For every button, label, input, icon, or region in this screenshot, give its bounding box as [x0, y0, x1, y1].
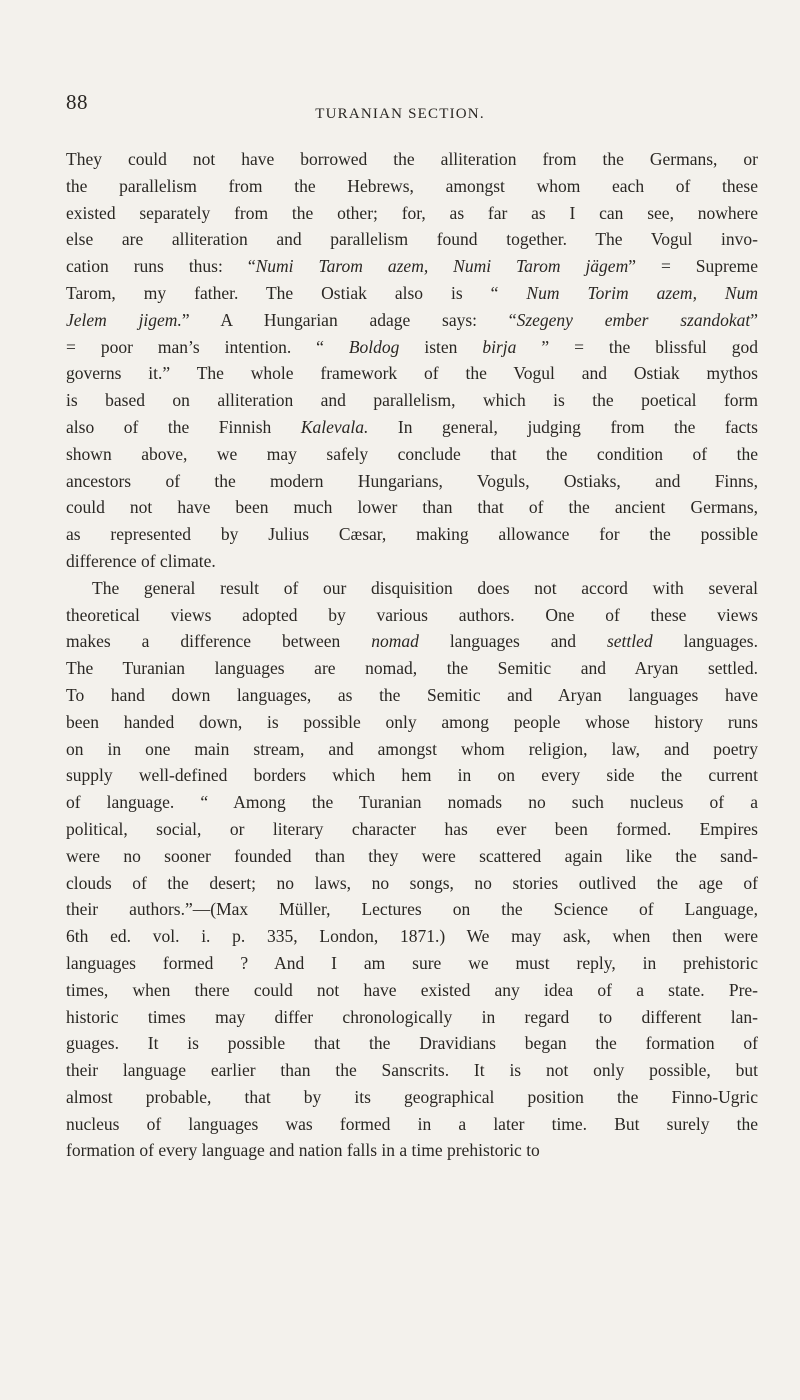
text-line	[66, 655, 758, 682]
text-line	[66, 387, 758, 414]
text-run: also of the Finnish	[66, 416, 301, 437]
text-run: languages and	[418, 631, 607, 652]
text-run: times, when there could not have existed any idea of a state. Pre-	[66, 979, 758, 1000]
italic-text: Num Torim azem, Num	[526, 282, 758, 303]
text-line	[66, 441, 758, 468]
italic-text: Numi Tarom azem, Numi Tarom jägem	[255, 256, 629, 277]
text-line	[66, 816, 758, 843]
text-run: difference of climate.	[66, 550, 216, 571]
body-text	[66, 146, 758, 1164]
text-run: the parallelism from the Hebrews, amongst whom each of these	[66, 175, 758, 196]
text-run: their authors.”—(Max Müller, Lectures on the Science of Language,	[66, 899, 758, 920]
text-line	[66, 789, 758, 816]
text-run: ” = the blissful god	[516, 336, 758, 357]
text-run: is based on alliteration and parallelism, which is the poetical form	[66, 390, 758, 411]
text-run: been handed down, is possible only among people whose history runs	[66, 711, 758, 732]
page-number: 88	[66, 90, 88, 114]
text-run: shown above, we may safely conclude that the condition of the	[66, 443, 758, 464]
text-run: as represented by Julius Cæsar, making allowance for the possible	[66, 524, 758, 545]
text-line	[66, 1004, 758, 1031]
text-run: makes a difference between	[66, 631, 372, 652]
text-run: Tarom, my father. The Ostiak also is “	[66, 282, 527, 303]
italic-text: Jelem jigem.	[66, 309, 182, 330]
text-line	[66, 334, 758, 361]
italic-text: birja	[482, 336, 517, 357]
text-line	[66, 602, 758, 629]
text-line	[66, 1057, 758, 1084]
text-line	[66, 468, 758, 495]
text-run: governs it.” The whole framework of the Vogul and Ostiak mythos	[66, 363, 758, 384]
text-line	[66, 896, 758, 923]
italic-text: settled	[606, 631, 653, 652]
italic-text: Szegeny ember szandokat	[516, 309, 751, 330]
text-run: were no sooner founded than they were scattered again like the sand-	[66, 845, 758, 866]
text-line	[66, 762, 758, 789]
text-run: cation runs thus: “	[66, 256, 256, 277]
text-line	[66, 682, 758, 709]
text-line	[66, 494, 758, 521]
text-run: ”	[750, 309, 758, 330]
text-line	[66, 977, 758, 1004]
text-line	[66, 414, 758, 441]
running-head: TURANIAN SECTION.	[315, 106, 485, 122]
text-run: supply well-defined borders which hem in on every side the current	[66, 765, 758, 786]
text-line	[66, 307, 758, 334]
text-line	[66, 253, 758, 280]
text-run: guages. It is possible that the Dravidians began the formation of	[66, 1033, 758, 1054]
text-run: isten	[399, 336, 483, 357]
text-run: their language earlier than the Sanscrits. It is not only possible, but	[66, 1060, 758, 1081]
text-run: 6th ed. vol. i. p. 335, London, 1871.) We may ask, when then were	[66, 926, 758, 947]
italic-text: nomad	[371, 631, 419, 652]
text-line	[66, 1111, 758, 1138]
text-line	[66, 280, 758, 307]
text-line	[66, 360, 758, 387]
text-run: clouds of the desert; no laws, no songs, no stories outlived the age of	[66, 872, 758, 893]
text-run: theoretical views adopted by various authors. One of these views	[66, 604, 758, 625]
text-run: else are alliteration and parallelism found together. The Vogul invo-	[66, 229, 758, 250]
text-line	[66, 923, 758, 950]
text-run: languages.	[652, 631, 758, 652]
text-run: ancestors of the modern Hungarians, Voguls, Ostiaks, and Finns,	[66, 470, 758, 491]
text-run: almost probable, that by its geographical position the Finno-Ugric	[66, 1086, 758, 1107]
text-line	[66, 200, 758, 227]
text-line	[66, 1137, 758, 1164]
text-line	[66, 146, 758, 173]
italic-text: Boldog	[348, 336, 400, 357]
text-run: To hand down languages, as the Semitic and Aryan languages have	[66, 684, 758, 705]
text-run: The Turanian languages are nomad, the Semitic and Aryan settled.	[66, 658, 758, 679]
text-line	[66, 628, 758, 655]
text-run: In general, judging from the facts	[368, 416, 758, 437]
text-run: nucleus of languages was formed in a later time. But surely the	[66, 1113, 758, 1134]
text-run: ” A Hungarian adage says: “	[181, 309, 517, 330]
text-line	[66, 843, 758, 870]
text-run: historic times may differ chronologically in regard to different lan-	[66, 1006, 758, 1027]
italic-text: Kalevala.	[300, 416, 369, 437]
text-run: They could not have borrowed the alliteration from the Germans, or	[66, 149, 758, 169]
text-line	[66, 226, 758, 253]
text-run: could not have been much lower than that of the ancient Germans,	[66, 497, 758, 518]
text-run: on in one main stream, and amongst whom religion, law, and poetry	[66, 738, 758, 759]
text-run: languages formed ? And I am sure we must reply, in prehistoric	[66, 952, 758, 973]
text-run: ” = Supreme	[628, 256, 758, 277]
text-line	[66, 736, 758, 763]
text-line	[66, 548, 758, 575]
text-line	[66, 1030, 758, 1057]
text-line	[66, 709, 758, 736]
text-run: existed separately from the other; for, as far as I can see, nowhere	[66, 202, 758, 223]
text-line	[66, 173, 758, 200]
text-run: The general result of our disquisition does not accord with several	[92, 577, 758, 598]
text-run: of language. “ Among the Turanian nomads no such nucleus of a	[66, 792, 758, 813]
text-run: political, social, or literary character has ever been formed. Empires	[66, 818, 758, 839]
text-line	[66, 521, 758, 548]
text-line	[66, 575, 758, 602]
text-line	[66, 870, 758, 897]
text-line	[66, 950, 758, 977]
text-line	[66, 1084, 758, 1111]
text-run: = poor man’s intention. “	[66, 336, 349, 357]
text-run: formation of every language and nation falls in a time prehistoric to	[66, 1140, 540, 1161]
